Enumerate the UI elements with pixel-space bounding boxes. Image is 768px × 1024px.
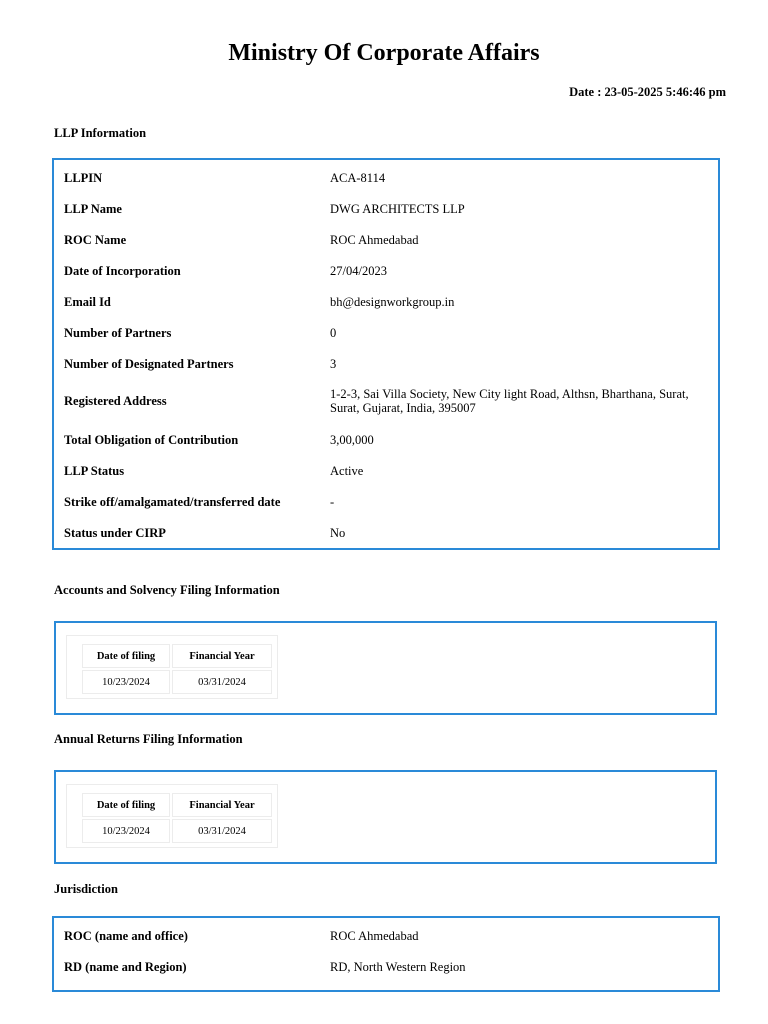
llp-info-row bbox=[64, 495, 708, 509]
llp-info-row bbox=[64, 387, 708, 415]
annual-returns-panel bbox=[54, 770, 717, 864]
field-label: Number of Partners bbox=[64, 325, 172, 340]
field-value: Active bbox=[330, 464, 364, 478]
field-value: 0 bbox=[330, 326, 337, 340]
llp-info-row bbox=[64, 526, 708, 540]
accounts-filing-table-wrap bbox=[66, 635, 278, 699]
accounts-filing-heading: Accounts and Solvency Filing Information bbox=[54, 583, 280, 597]
llp-info-row bbox=[64, 233, 708, 247]
field-value: 3,00,000 bbox=[330, 433, 374, 447]
field-label: ROC Name bbox=[64, 232, 127, 247]
jurisdiction-panel bbox=[52, 916, 720, 992]
field-label: Number of Designated Partners bbox=[64, 356, 234, 371]
field-label: Email Id bbox=[64, 294, 111, 309]
column-header-date-of-filing: Date of filing bbox=[82, 793, 170, 817]
jurisdiction-row bbox=[64, 960, 708, 974]
field-value: ROC Ahmedabad bbox=[330, 929, 419, 943]
annual-returns-table-wrap bbox=[66, 784, 278, 848]
llp-info-panel bbox=[52, 158, 720, 550]
accounts-filing-panel bbox=[54, 621, 717, 715]
field-value: 3 bbox=[330, 357, 337, 371]
cell-date-of-filing: 10/23/2024 bbox=[82, 670, 170, 694]
table-row bbox=[82, 819, 272, 843]
llp-info-row bbox=[64, 295, 708, 309]
field-label: RD (name and Region) bbox=[64, 959, 187, 974]
table-row bbox=[82, 670, 272, 694]
field-value: 27/04/2023 bbox=[330, 264, 387, 278]
table-header-row bbox=[82, 644, 272, 668]
field-value: RD, North Western Region bbox=[330, 960, 466, 974]
annual-returns-heading: Annual Returns Filing Information bbox=[54, 732, 243, 746]
field-label: LLPIN bbox=[64, 170, 103, 185]
accounts-filing-table bbox=[80, 642, 274, 696]
field-value: ROC Ahmedabad bbox=[330, 233, 419, 247]
page-title: Ministry Of Corporate Affairs bbox=[228, 40, 540, 66]
annual-returns-table bbox=[80, 791, 274, 845]
llp-info-heading: LLP Information bbox=[54, 126, 147, 140]
llp-info-row bbox=[64, 264, 708, 278]
field-label: Total Obligation of Contribution bbox=[64, 432, 239, 447]
field-label: LLP Name bbox=[64, 201, 122, 216]
llp-info-row bbox=[64, 326, 708, 340]
llp-info-row bbox=[64, 171, 708, 185]
field-value: No bbox=[330, 526, 346, 540]
jurisdiction-heading: Jurisdiction bbox=[54, 882, 118, 896]
field-label: Registered Address bbox=[64, 393, 167, 408]
llp-info-row bbox=[64, 433, 708, 447]
field-label: Date of Incorporation bbox=[64, 263, 181, 278]
field-label: Strike off/amalgamated/transferred date bbox=[64, 494, 281, 509]
cell-financial-year: 03/31/2024 bbox=[172, 670, 272, 694]
field-value: 1-2-3, Sai Villa Society, New City light Road, Althsn, Bharthana, Surat, Surat, Gujarat, India, 395007 bbox=[330, 387, 689, 415]
jurisdiction-row bbox=[64, 929, 708, 943]
column-header-financial-year: Financial Year bbox=[172, 793, 272, 817]
column-header-financial-year: Financial Year bbox=[172, 644, 272, 668]
llp-info-row bbox=[64, 357, 708, 371]
field-value: ACA-8114 bbox=[330, 171, 386, 185]
table-header-row bbox=[82, 793, 272, 817]
field-label: LLP Status bbox=[64, 463, 125, 478]
field-value: bh@designworkgroup.in bbox=[330, 295, 455, 309]
cell-date-of-filing: 10/23/2024 bbox=[82, 819, 170, 843]
column-header-date-of-filing: Date of filing bbox=[82, 644, 170, 668]
report-date: Date : 23-05-2025 5:46:46 pm bbox=[569, 85, 726, 99]
llp-info-row bbox=[64, 202, 708, 216]
field-label: Status under CIRP bbox=[64, 525, 166, 540]
field-value: - bbox=[330, 495, 335, 509]
field-label: ROC (name and office) bbox=[64, 928, 188, 943]
cell-financial-year: 03/31/2024 bbox=[172, 819, 272, 843]
llp-info-row bbox=[64, 464, 708, 478]
field-value: DWG ARCHITECTS LLP bbox=[330, 202, 465, 216]
